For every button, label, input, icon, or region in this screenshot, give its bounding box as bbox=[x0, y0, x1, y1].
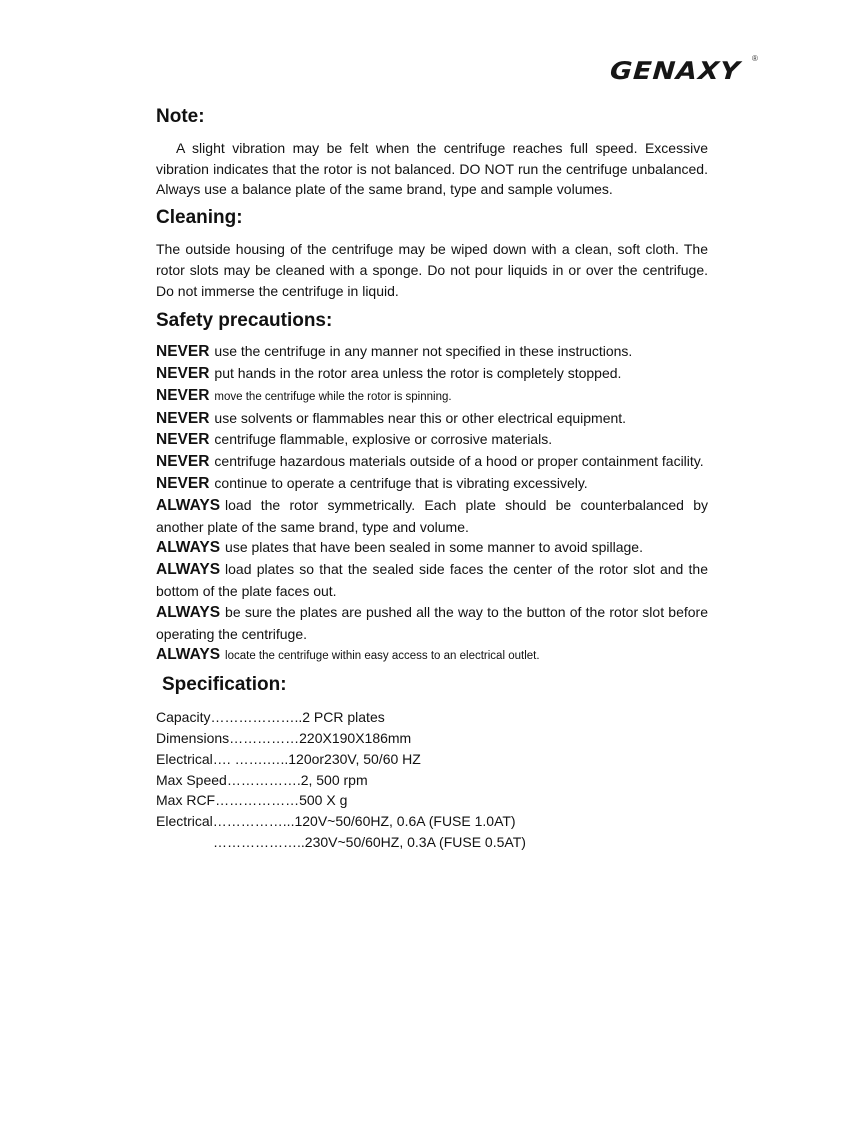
rule-keyword: ALWAYS bbox=[156, 539, 221, 557]
spec-dimensions: Dimensions……………220X190X186mm bbox=[156, 729, 412, 746]
rule-text: be sure the plates are pushed all the way to the button of the rotor slot before operating the centrifuge. bbox=[156, 603, 708, 642]
logo-wordmark: GENAXY bbox=[609, 57, 742, 86]
safety-rule bbox=[156, 429, 708, 451]
note-paragraph: A slight vibration may be felt when the centrifuge reaches full speed. Excessive vibration indicates that the rotor is not balanced. DO NOT run the centrifuge unbalanced. Always use a balance plate of the same brand, type and sample volumes. bbox=[156, 140, 708, 198]
spec-electrical: Electrical…. …….…..120or230V, 50/60 HZ bbox=[156, 750, 421, 767]
document-body bbox=[156, 106, 708, 853]
safety-rule bbox=[156, 537, 708, 559]
safety-rule bbox=[156, 385, 708, 408]
rule-keyword: ALWAYS bbox=[156, 561, 221, 579]
spec-electrical-120v: Electrical……………...120V~50/60HZ, 0.6A (FUSE 1.0AT) bbox=[156, 813, 516, 830]
spec-electrical-230v: ………………..230V~50/60HZ, 0.3A (FUSE 0.5AT) bbox=[213, 833, 526, 850]
safety-rule bbox=[156, 451, 708, 473]
cleaning-heading: Cleaning: bbox=[156, 207, 243, 229]
safety-rule bbox=[156, 363, 708, 385]
rule-text: locate the centrifuge within easy access to an electrical outlet. bbox=[225, 650, 540, 663]
rule-text: centrifuge flammable, explosive or corrosive materials. bbox=[214, 431, 553, 448]
safety-rule bbox=[156, 495, 708, 538]
note-heading: Note: bbox=[156, 106, 205, 127]
rule-keyword: NEVER bbox=[156, 409, 210, 427]
spec-max-speed: Max Speed…………….2, 500 rpm bbox=[156, 771, 368, 788]
brand-logo bbox=[609, 54, 758, 87]
safety-rule bbox=[156, 473, 708, 495]
safety-rule bbox=[156, 602, 708, 645]
rule-text: continue to operate a centrifuge that is vibrating excessively. bbox=[214, 475, 588, 491]
safety-rule bbox=[156, 559, 708, 602]
rule-text: use solvents or flammables near this or other electrical equipment. bbox=[214, 409, 627, 426]
rule-keyword: NEVER bbox=[156, 475, 210, 492]
rule-keyword: ALWAYS bbox=[156, 646, 221, 664]
rule-keyword: NEVER bbox=[156, 386, 210, 404]
safety-rule bbox=[156, 644, 708, 667]
safety-heading: Safety precautions: bbox=[156, 310, 333, 332]
rule-text: centrifuge hazardous materials outside of a hood or proper containment facility. bbox=[214, 453, 704, 470]
spec-max-rcf: Max RCF………………500 X g bbox=[156, 792, 348, 809]
rule-keyword: NEVER bbox=[156, 343, 210, 361]
safety-rule bbox=[156, 408, 708, 430]
rule-keyword: NEVER bbox=[156, 453, 210, 471]
specification-heading: Specification: bbox=[162, 674, 287, 696]
spec-capacity: Capacity………………..2 PCR plates bbox=[156, 709, 385, 726]
rule-keyword: NEVER bbox=[156, 431, 210, 449]
specification-list bbox=[156, 707, 708, 853]
rule-text: load plates so that the sealed side faces the center of the rotor slot and the bottom of the plate faces out. bbox=[156, 561, 708, 599]
rule-keyword: NEVER bbox=[156, 365, 210, 383]
registered-mark: ® bbox=[752, 54, 758, 63]
safety-rules-list bbox=[156, 341, 708, 667]
rule-text: load the rotor symmetrically. Each plate should be counterbalanced by another plate of the same brand, type and volume. bbox=[156, 496, 708, 535]
rule-text: move the centrifuge while the rotor is spinning. bbox=[214, 390, 452, 403]
rule-text: use plates that have been sealed in some manner to avoid spillage. bbox=[225, 539, 643, 556]
rule-keyword: ALWAYS bbox=[156, 603, 221, 621]
cleaning-paragraph: The outside housing of the centrifuge may be wiped down with a clean, soft cloth. The rotor slots may be cleaned with a sponge. Do not pour liquids in or over the centrifuge. Do not immerse the centrifuge in liquid. bbox=[156, 241, 708, 299]
safety-rule bbox=[156, 341, 708, 363]
rule-text: put hands in the rotor area unless the rotor is completely stopped. bbox=[214, 365, 622, 382]
rule-keyword: ALWAYS bbox=[156, 496, 221, 514]
rule-text: use the centrifuge in any manner not specified in these instructions. bbox=[214, 343, 633, 360]
